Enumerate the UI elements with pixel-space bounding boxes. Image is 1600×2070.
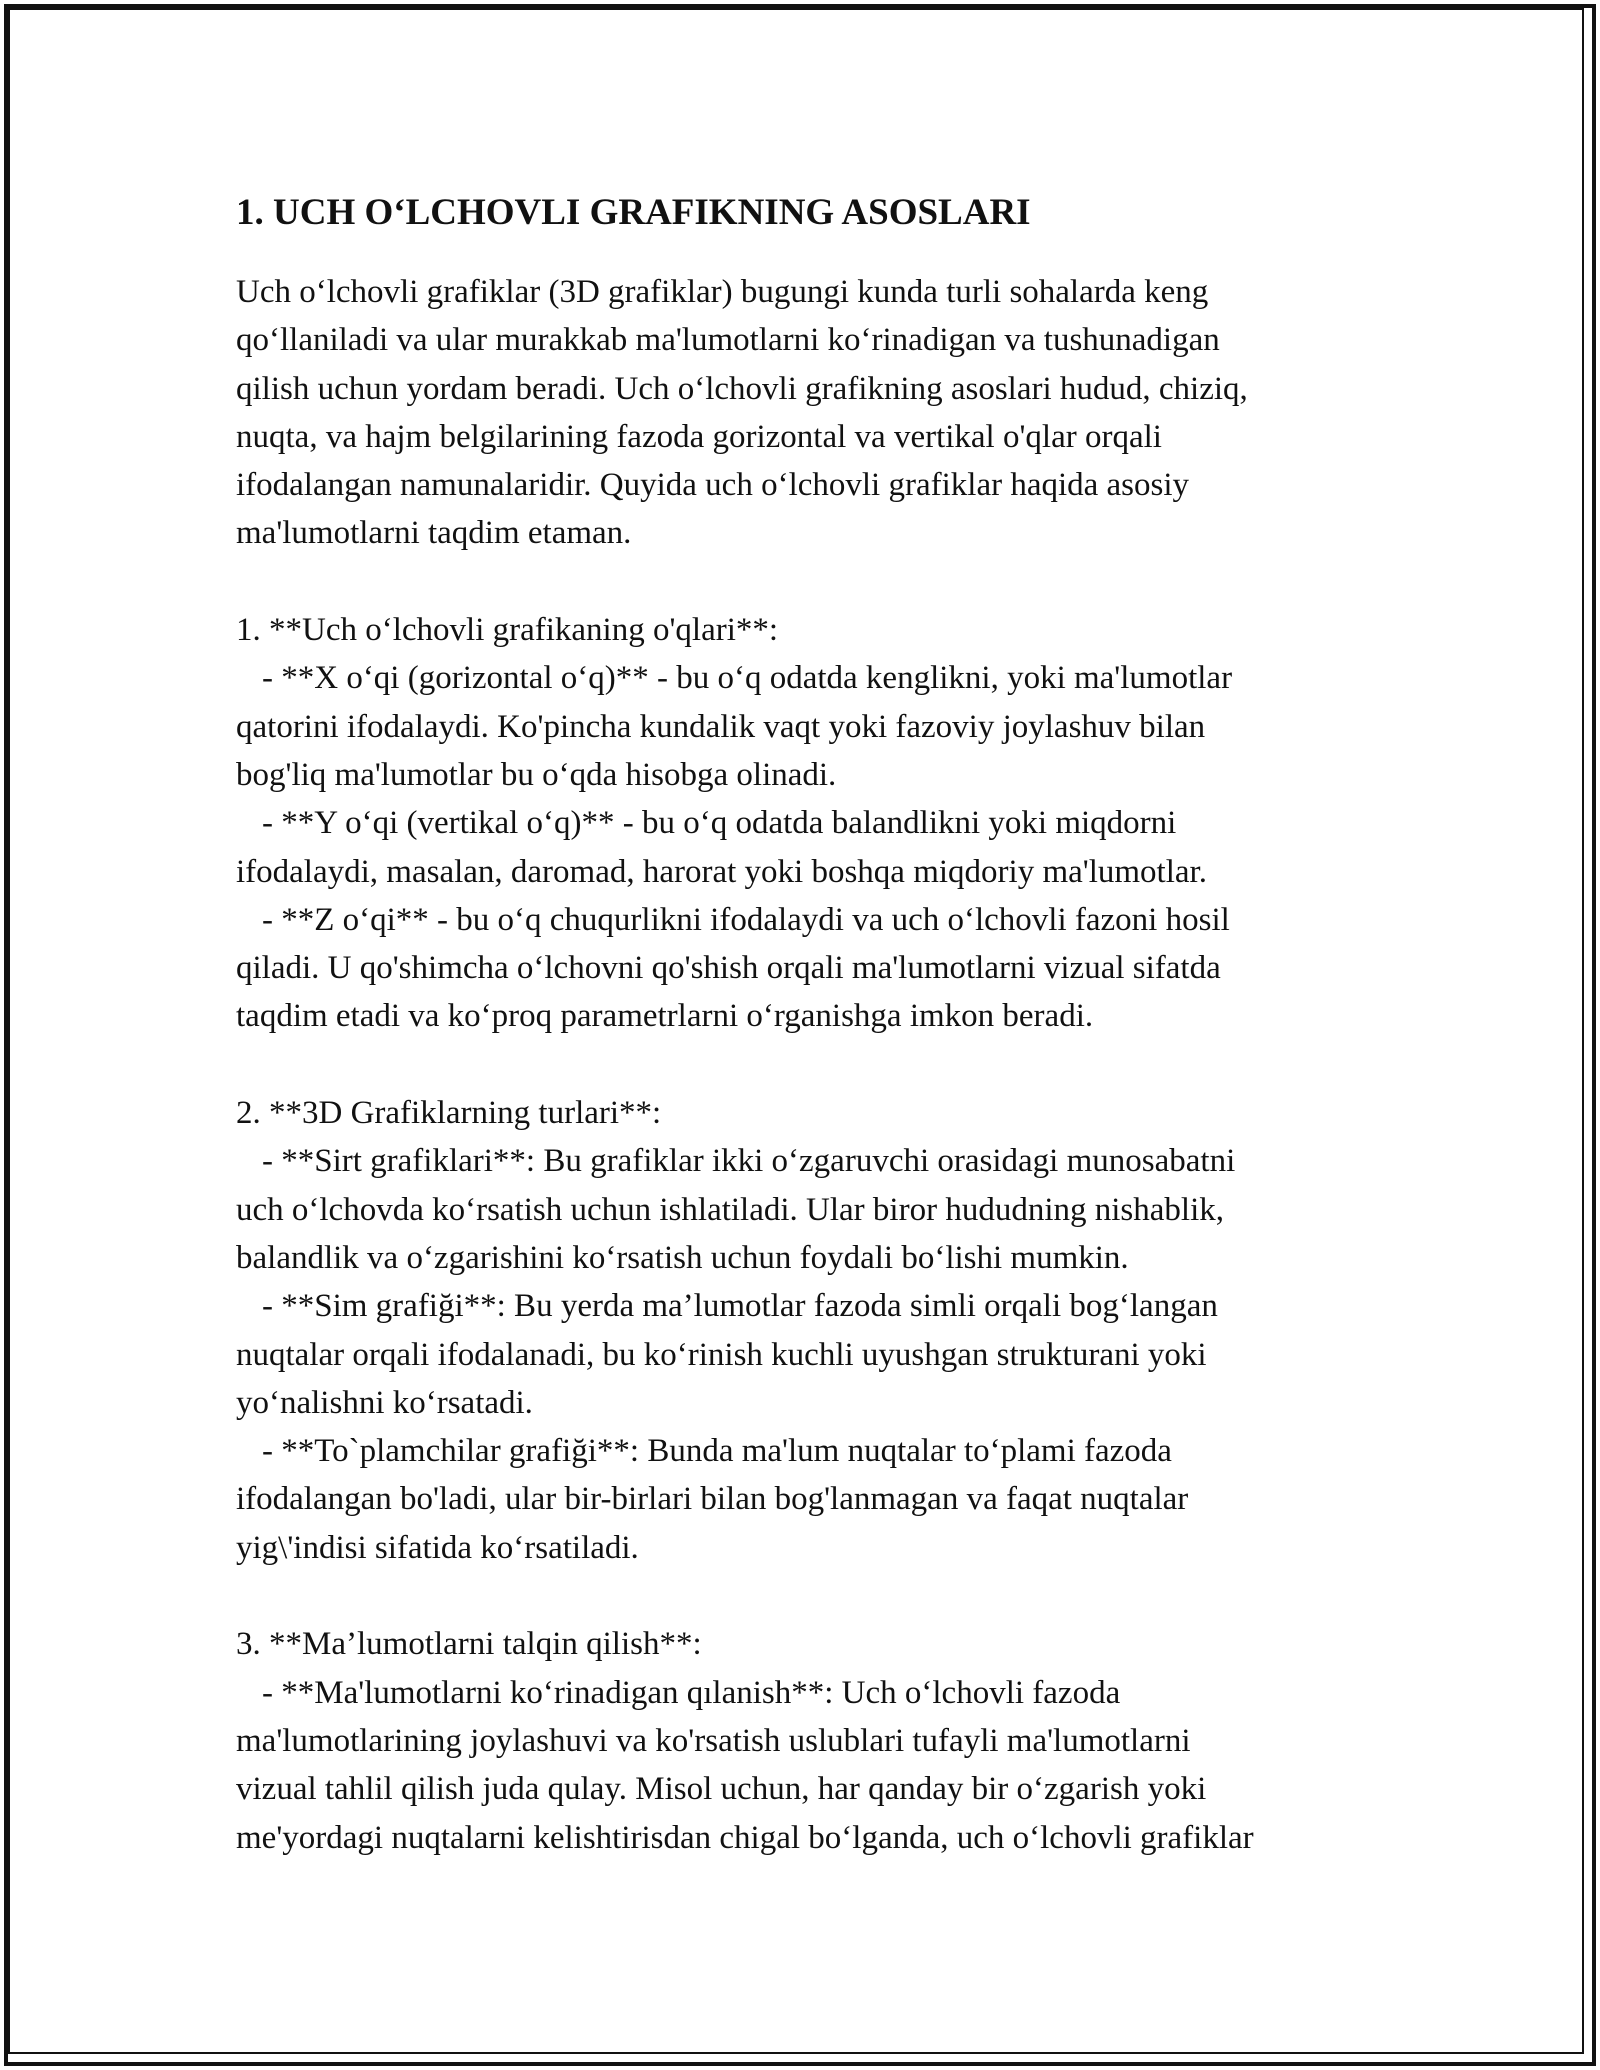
text-line: 3. **Ma’lumotlarni talqin qilish**: (236, 1626, 702, 1663)
text-line: balandlik va o‘zgarishini ko‘rsatish uchun foydali bo‘lishi mumkin. (236, 1239, 1129, 1276)
text-line: qiladi. U qo'shimcha o‘lchovni qo'shish orqali ma'lumotlarni vizual sifatda (236, 950, 1221, 987)
text-line: me'yordagi nuqtalarni kelishtirisdan chigal bo‘lganda, uch o‘lchovli grafiklar (236, 1819, 1254, 1856)
blank-line (236, 1572, 1386, 1620)
bullet-line: - **Ma'lumotlarni ko‘rinadigan qılanish**: Uch o‘lchovli fazoda (262, 1674, 1121, 1711)
text-line: Uch o‘lchovli grafiklar (3D grafiklar) bugungi kunda turli sohalarda keng (236, 274, 1209, 310)
text-line: uch o‘lchovda ko‘rsatish uchun ishlatiladi. Ular biror hududning nishablik, (236, 1191, 1224, 1228)
text-line: vizual tahlil qilish juda qulay. Misol uchun, har qanday bir o‘zgarish yoki (236, 1771, 1207, 1808)
bullet-line: - **Sim grafiği**: Bu yerda ma’lumotlar fazoda simli orqali bog‘langan (262, 1288, 1218, 1325)
text-line: ifodalangan namunalaridir. Quyida uch o‘lchovli grafiklar haqida asosiy (236, 467, 1190, 504)
bullet-line: - **X o‘qi (gorizontal o‘q)** - bu o‘q odatda kenglikni, yoki ma'lumotlar (262, 660, 1233, 697)
document-text (236, 268, 1386, 1862)
text-line: yig\'indisi sifatida ko‘rsatiladi. (236, 1529, 639, 1566)
blank-line (236, 558, 1386, 606)
document-body (236, 186, 1386, 1862)
text-line: 1. **Uch o‘lchovli grafikaning o'qlari**: (236, 612, 779, 649)
bullet-line: - **Sirt grafiklari**: Bu grafiklar ikki o‘zgaruvchi orasidagi munosabatni (262, 1143, 1236, 1180)
bullet-line: - **To`plamchilar grafiği**: Bunda ma'lum nuqtalar to‘plami fazoda (262, 1433, 1172, 1470)
text-line: bog'liq ma'lumotlar bu o‘qda hisobga olinadi. (236, 756, 837, 793)
text-line: nuqtalar orqali ifodalanadi, bu ko‘rinish kuchli uyushgan strukturani yoki (236, 1336, 1207, 1373)
blank-line (236, 1041, 1386, 1089)
text-line: ma'lumotlarni taqdim etaman. (236, 515, 632, 552)
text-line: yo‘nalishni ko‘rsatadi. (236, 1384, 533, 1421)
text-line: 2. **3D Grafiklarning turlari**: (236, 1095, 662, 1132)
text-line: taqdim etadi va ko‘proq parametrlarni o‘rganishga imkon beradi. (236, 998, 1094, 1035)
text-line: qo‘llaniladi va ular murakkab ma'lumotlarni ko‘rinadigan va tushunadigan (236, 322, 1220, 359)
text-line: nuqta, va hajm belgilarining fazoda gorizontal va vertikal o'qlar orqali (236, 418, 1162, 455)
text-line: ma'lumotlarining joylashuvi va ko'rsatish uslublari tufayli ma'lumotlarni (236, 1722, 1191, 1759)
section-heading: 1. UCH O‘LCHOVLI GRAFIKNING ASOSLARI (236, 192, 1031, 233)
bullet-line: - **Y o‘qi (vertikal o‘q)** - bu o‘q odatda balandlikni yoki miqdorni (262, 805, 1177, 842)
text-line: ifodalaydi, masalan, daromad, harorat yoki boshqa miqdoriy ma'lumotlar. (236, 853, 1207, 890)
text-line: qatorini ifodalaydi. Ko'pincha kundalik vaqt yoki fazoviy joylashuv bilan (236, 708, 1206, 745)
text-line: qilish uchun yordam beradi. Uch o‘lchovli grafikning asoslari hudud, chiziq, (236, 370, 1248, 407)
text-line: ifodalangan bo'ladi, ular bir-birlari bilan bog'lanmagan va faqat nuqtalar (236, 1481, 1189, 1518)
bullet-line: - **Z o‘qi** - bu o‘q chuqurlikni ifodalaydi va uch o‘lchovli fazoni hosil (262, 901, 1230, 938)
